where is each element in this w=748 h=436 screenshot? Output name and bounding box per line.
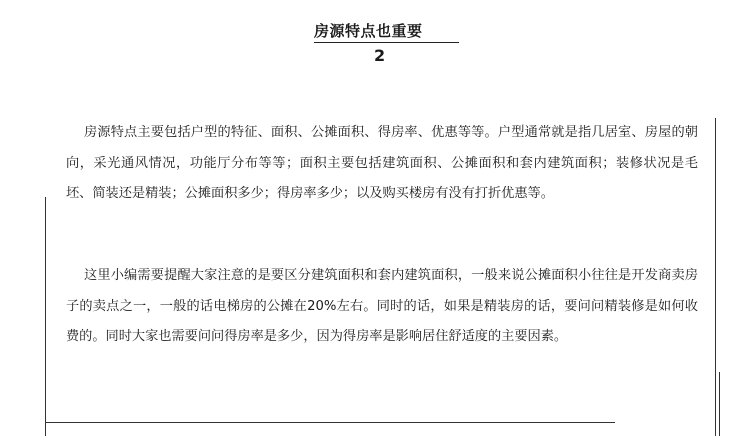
paragraph-house-features: 房源特点主要包括户型的特征、面积、公摊面积、得房率、优惠等等。户型通常就是指几居室、房屋的朝向，采光通风情况，功能厅分布等等；面积主要包括建筑面积、公摊面积和套内建筑面积；装修状况是毛坯、简装还是精装；公摊面积多少；得房率多少；以及购买楼房有没有打折优惠等。 <box>66 125 698 202</box>
title-underline <box>314 42 459 43</box>
section-number: 2 <box>374 46 386 65</box>
frame-bottom-line <box>45 422 615 423</box>
frame-right-outer-line <box>719 372 720 436</box>
frame-right-line <box>715 118 716 436</box>
section-heading <box>308 20 458 65</box>
section-title: 房源特点也重要 <box>314 22 423 40</box>
paragraph-area-advice: 这里小编需要提醒大家注意的是要区分建筑面积和套内建筑面积，一般来说公摊面积小往往是开发商卖房子的卖点之一，一般的话电梯房的公摊在20%左右。同时的话，如果是精装房的话，要问问精装修是如何收费的。同时大家也需要问问得房率是多少，因为得房率是影响居住舒适度的主要因素。 <box>66 268 698 345</box>
frame-left-line <box>45 197 46 436</box>
